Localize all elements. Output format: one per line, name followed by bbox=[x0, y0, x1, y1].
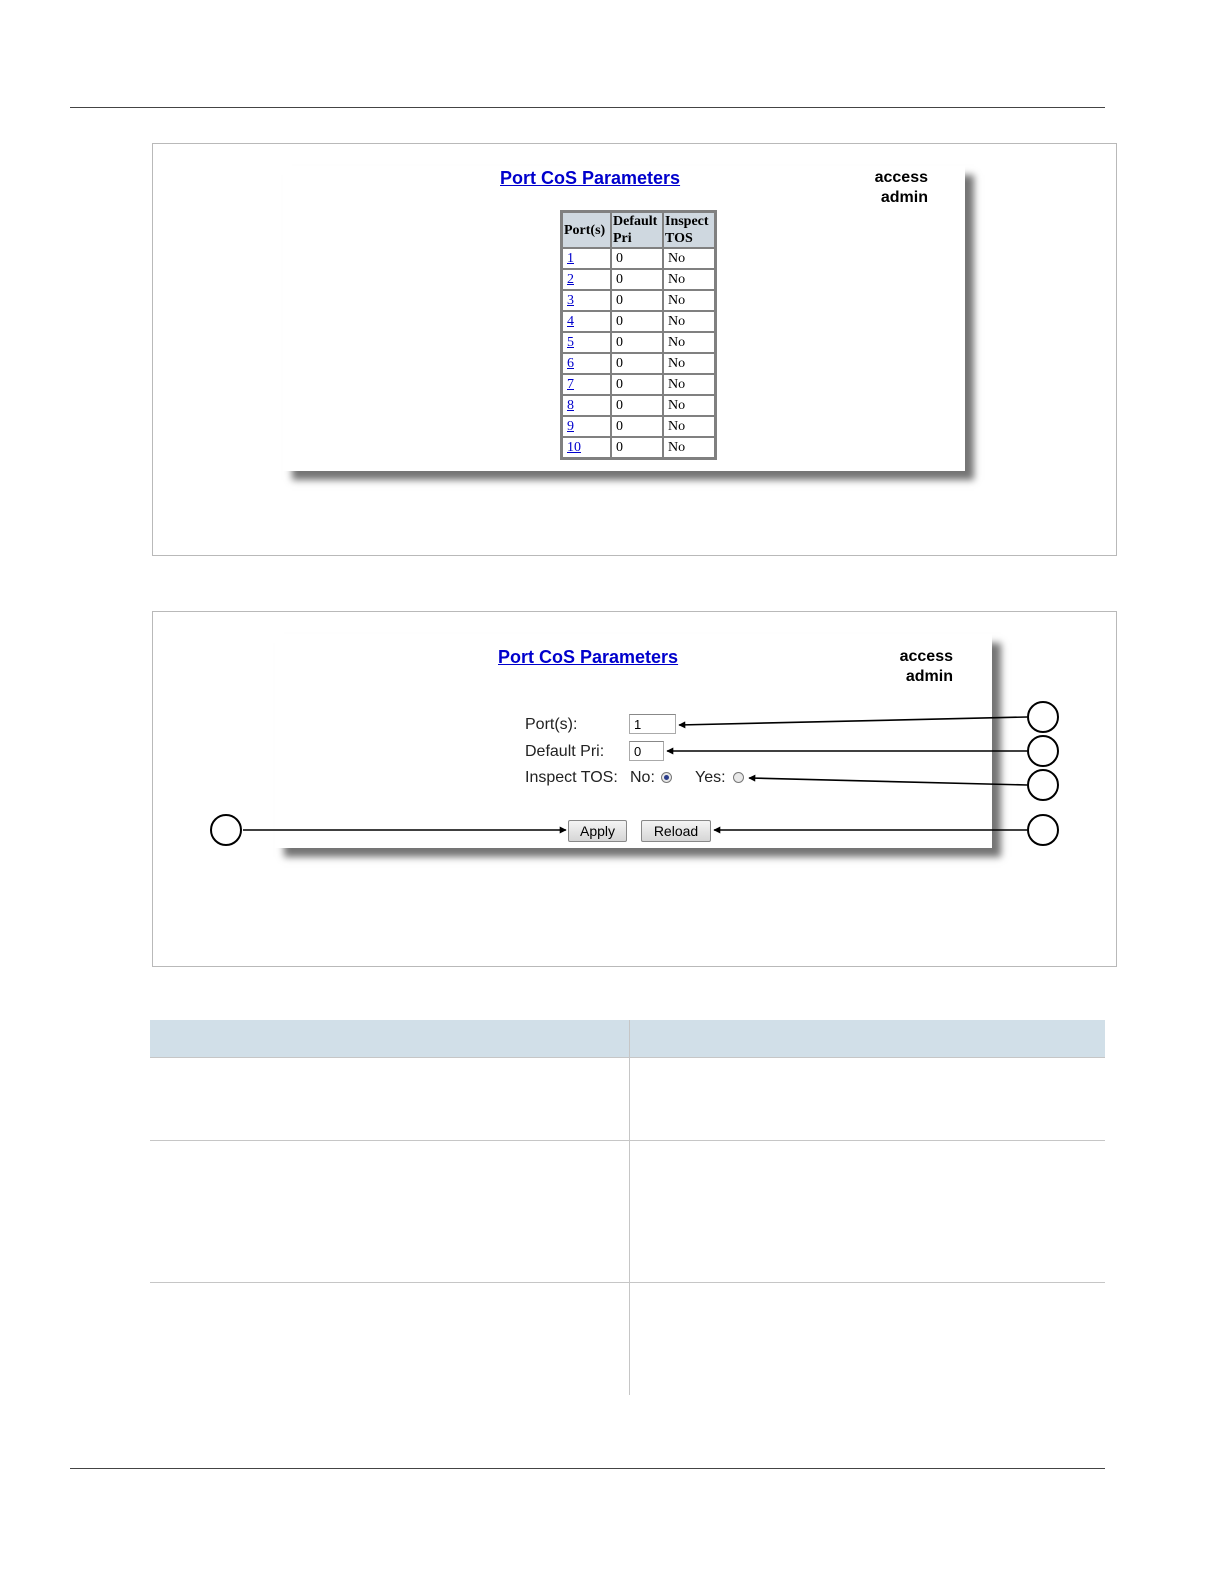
port-cell bbox=[562, 374, 611, 395]
callout-arrows bbox=[153, 612, 1116, 966]
inspect-tos-label: Inspect TOS: bbox=[525, 769, 618, 786]
figure-port-cos-table bbox=[152, 143, 1117, 556]
inspect-tos-cell: No bbox=[663, 332, 715, 353]
default-pri-cell: 0 bbox=[611, 290, 663, 311]
port-link[interactable]: 4 bbox=[567, 314, 574, 329]
access-user: admin bbox=[905, 668, 953, 685]
arrow-ports bbox=[679, 717, 1027, 725]
port-link[interactable]: 10 bbox=[567, 440, 581, 455]
inspect-tos-cell: No bbox=[663, 416, 715, 437]
inspect-tos-cell: No bbox=[663, 437, 715, 458]
inspect-tos-cell: No bbox=[663, 248, 715, 269]
inspect-tos-cell: No bbox=[663, 269, 715, 290]
port-link[interactable]: 5 bbox=[567, 335, 574, 350]
inspect-tos-cell: No bbox=[663, 395, 715, 416]
table-row bbox=[562, 269, 715, 290]
port-cos-table bbox=[560, 210, 717, 460]
reload-button[interactable]: Reload bbox=[641, 820, 711, 842]
table-row bbox=[562, 395, 715, 416]
default-pri-cell: 0 bbox=[611, 332, 663, 353]
callout-3 bbox=[1027, 769, 1059, 801]
default-pri-cell: 0 bbox=[611, 437, 663, 458]
footer-rule bbox=[70, 1468, 1105, 1469]
access-user: admin bbox=[880, 189, 928, 206]
table-row bbox=[150, 1141, 1105, 1283]
inspect-tos-cell: No bbox=[663, 353, 715, 374]
table-header-row bbox=[562, 212, 715, 248]
table-row bbox=[562, 416, 715, 437]
inspect-tos-cell: No bbox=[663, 290, 715, 311]
port-link[interactable]: 9 bbox=[567, 419, 574, 434]
desc-header-description bbox=[630, 1020, 1106, 1058]
callout-5 bbox=[210, 814, 242, 846]
table-row bbox=[562, 248, 715, 269]
default-pri-input[interactable]: 0 bbox=[629, 741, 664, 761]
page-title-link[interactable]: Port CoS Parameters bbox=[500, 168, 681, 188]
port-cell bbox=[562, 269, 611, 290]
apply-button[interactable]: Apply bbox=[568, 820, 627, 842]
col-inspect-tos: Inspect TOS bbox=[663, 212, 715, 248]
access-label: access bbox=[874, 169, 928, 186]
desc-header-parameter bbox=[150, 1020, 630, 1058]
default-pri-cell: 0 bbox=[611, 374, 663, 395]
port-cell bbox=[562, 248, 611, 269]
page-title-link[interactable]: Port CoS Parameters bbox=[498, 647, 679, 667]
inspect-tos-yes-label: Yes: bbox=[695, 769, 726, 786]
default-pri-cell: 0 bbox=[611, 395, 663, 416]
parameter-description-table bbox=[150, 1020, 1105, 1395]
default-pri-cell: 0 bbox=[611, 353, 663, 374]
default-pri-label: Default Pri: bbox=[525, 743, 605, 760]
col-default-pri: Default Pri bbox=[611, 212, 663, 248]
default-pri-cell: 0 bbox=[611, 269, 663, 290]
arrow-inspect-tos bbox=[749, 778, 1027, 785]
inspect-tos-cell: No bbox=[663, 311, 715, 332]
access-level bbox=[853, 168, 928, 208]
callout-2 bbox=[1027, 735, 1059, 767]
callout-4 bbox=[1027, 814, 1059, 846]
port-cell bbox=[562, 416, 611, 437]
table-row bbox=[562, 374, 715, 395]
default-pri-cell: 0 bbox=[611, 416, 663, 437]
port-link[interactable]: 8 bbox=[567, 398, 574, 413]
table-row bbox=[562, 353, 715, 374]
inspect-tos-cell: No bbox=[663, 374, 715, 395]
table-row bbox=[562, 332, 715, 353]
port-cell bbox=[562, 395, 611, 416]
port-link[interactable]: 2 bbox=[567, 272, 574, 287]
table-row bbox=[562, 311, 715, 332]
port-cell bbox=[562, 311, 611, 332]
figure-port-cos-form bbox=[152, 611, 1117, 967]
default-pri-cell: 0 bbox=[611, 248, 663, 269]
port-cell bbox=[562, 290, 611, 311]
table-row bbox=[150, 1283, 1105, 1396]
inspect-tos-no-label: No: bbox=[630, 769, 655, 786]
port-link[interactable]: 1 bbox=[567, 251, 574, 266]
port-cell bbox=[562, 437, 611, 458]
port-link[interactable]: 6 bbox=[567, 356, 574, 371]
table-row bbox=[562, 290, 715, 311]
col-ports: Port(s) bbox=[562, 212, 611, 248]
port-cell bbox=[562, 353, 611, 374]
header-rule bbox=[70, 107, 1105, 108]
port-cell bbox=[562, 332, 611, 353]
ports-input[interactable]: 1 bbox=[629, 714, 676, 734]
table-row bbox=[562, 437, 715, 458]
default-pri-cell: 0 bbox=[611, 311, 663, 332]
access-label: access bbox=[899, 648, 953, 665]
callout-1 bbox=[1027, 701, 1059, 733]
port-link[interactable]: 3 bbox=[567, 293, 574, 308]
ports-label: Port(s): bbox=[525, 716, 578, 733]
desc-header-row bbox=[150, 1020, 1105, 1058]
table-row bbox=[150, 1058, 1105, 1141]
port-link[interactable]: 7 bbox=[567, 377, 574, 392]
